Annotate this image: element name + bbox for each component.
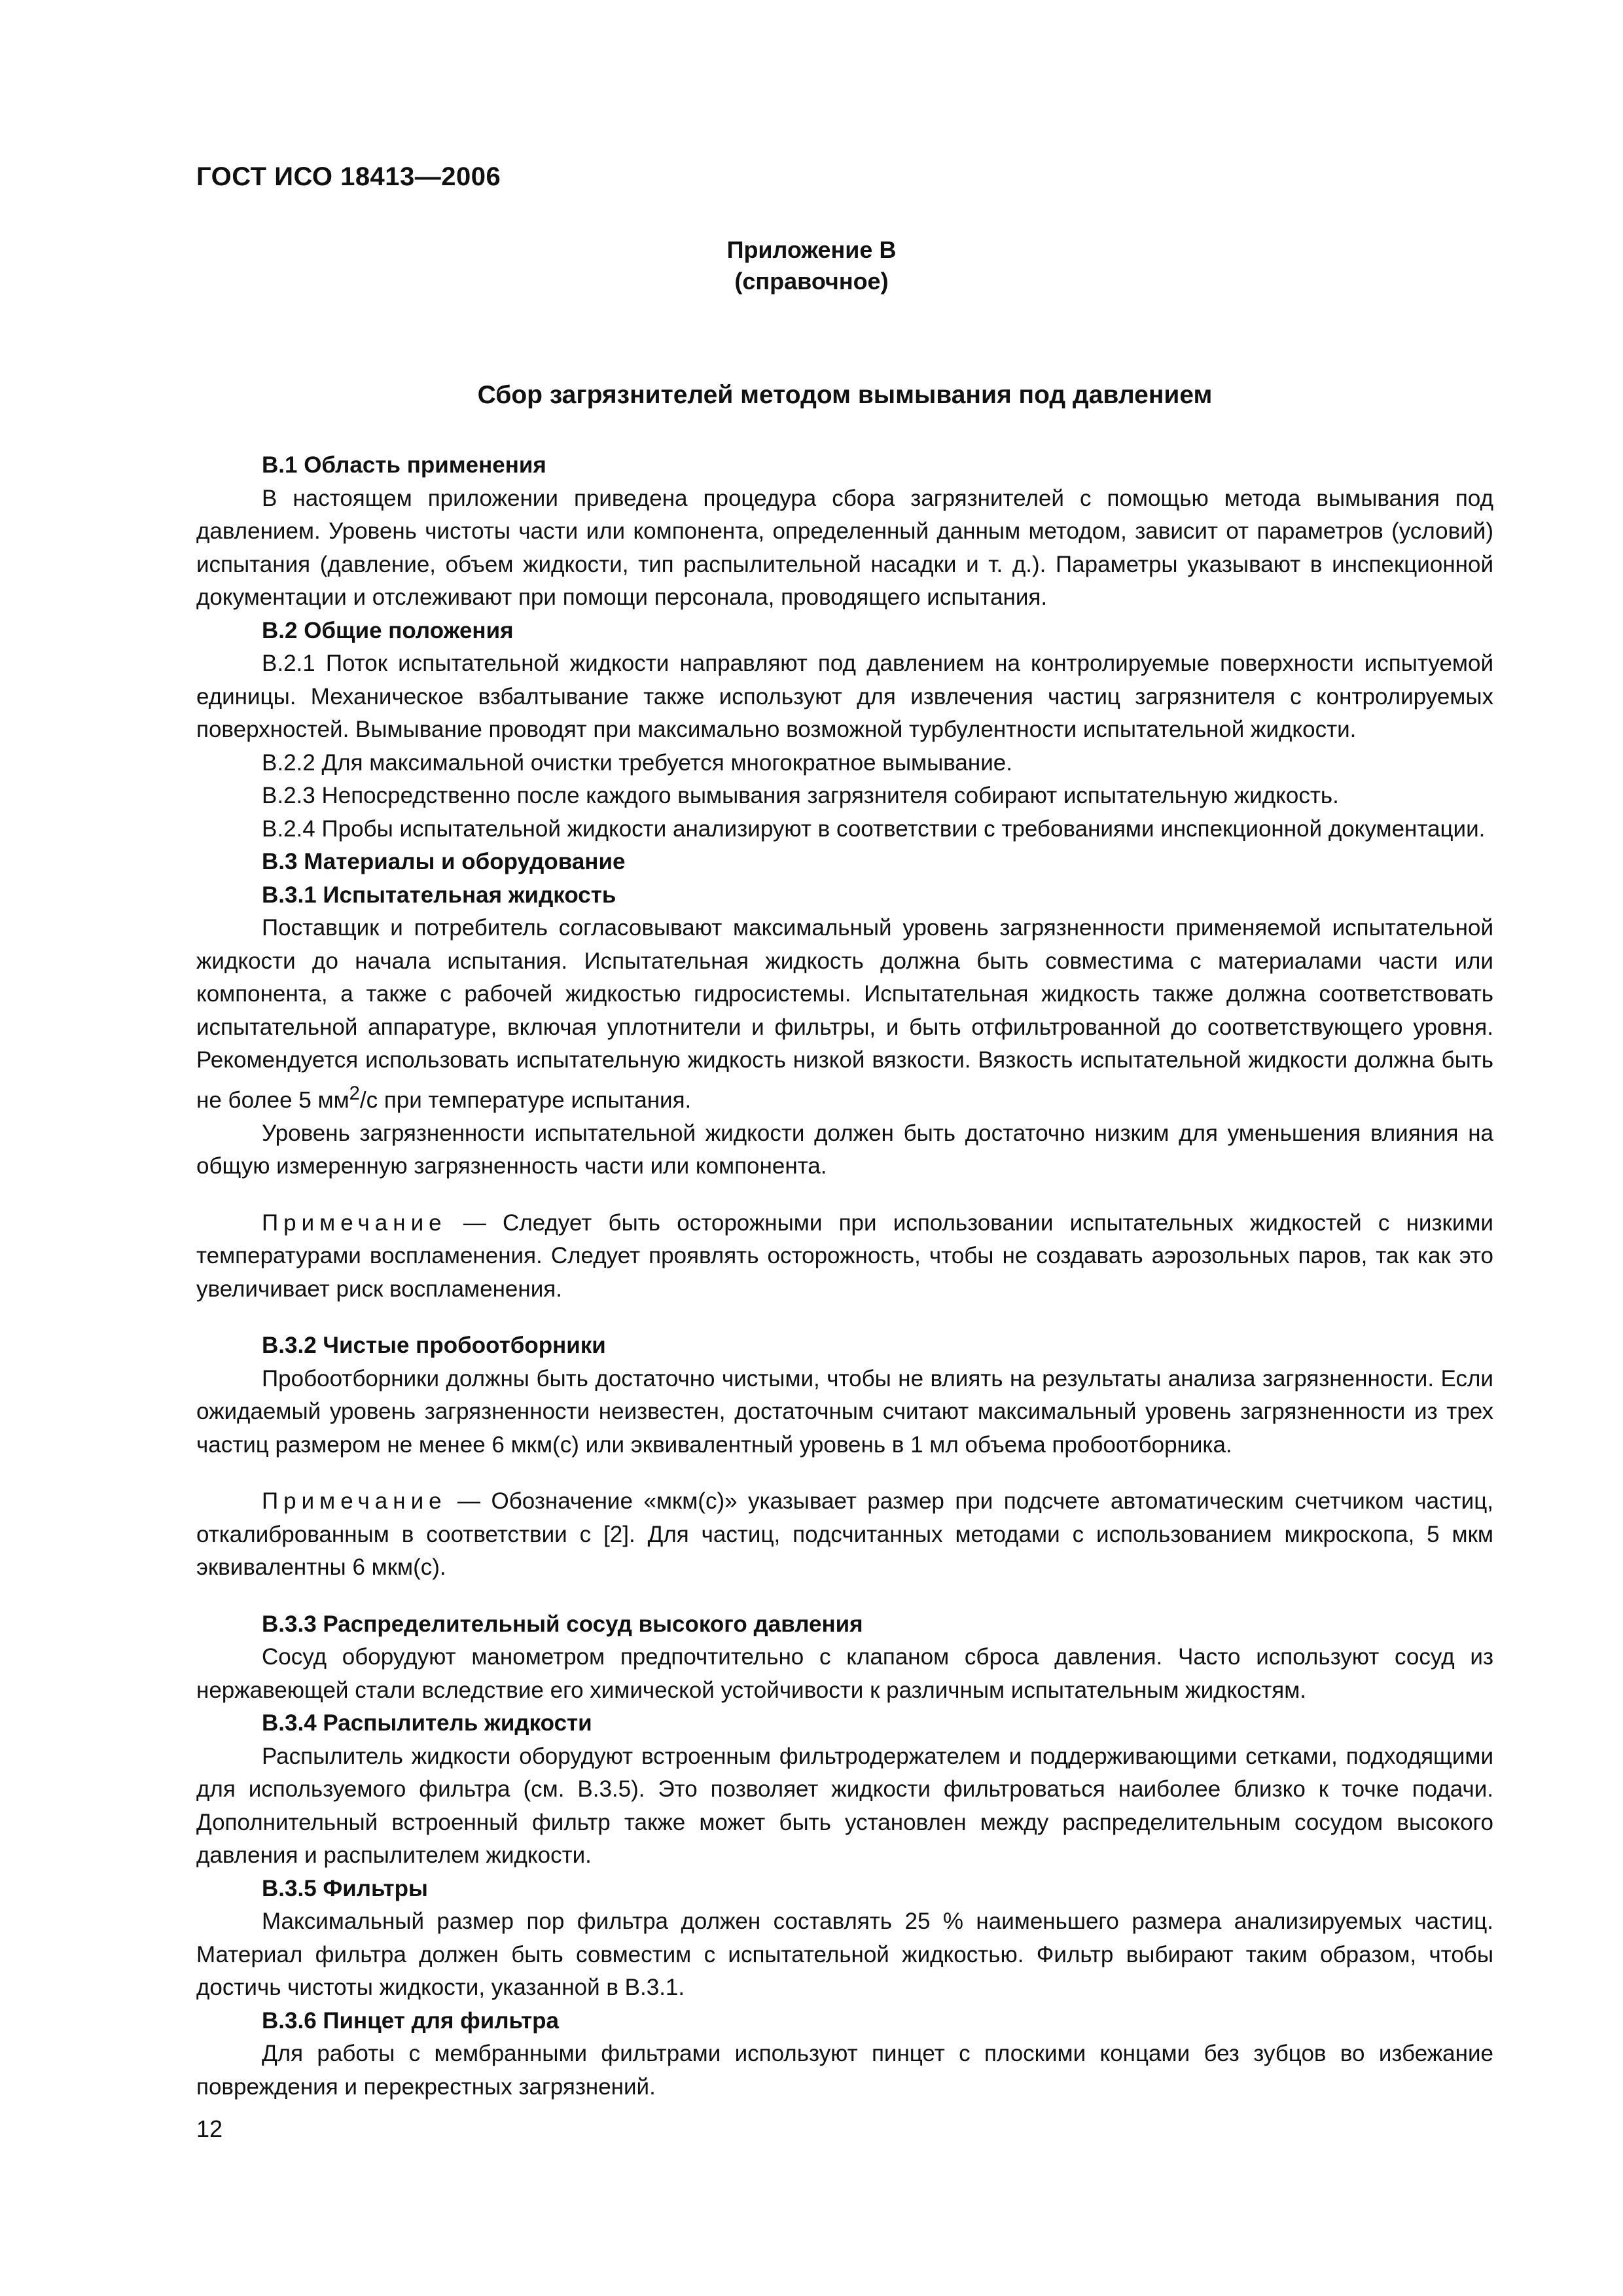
paragraph-b31-text-end: /с при температуре испытания. (359, 1087, 692, 1113)
superscript-2: 2 (349, 1083, 360, 1104)
appendix-title: Сбор загрязнителей методом вымывания под давлением (477, 381, 1213, 409)
paragraph-b2-4: В.2.4 Пробы испытательной жидкости анализируют в соответствии с требованиями инспекционной документации. (262, 816, 1486, 842)
section-heading-b3: В.3 Материалы и оборудование (262, 849, 626, 874)
paragraph-b2-3: В.2.3 Непосредственно после каждого вымывания загрязнителя собирают испытательную жидкость. (262, 783, 1339, 808)
paragraph-b34: Распылитель жидкости оборудуют встроенным фильтродержателем и поддерживающими сетками, подходящими для используемого фильтра (см. В.3.5). Это позволяет жидкости фильтроваться наиболее близко к точке подачи. Дополнительный встроенный фильтр также может быть установлен между распределительным сосудом высокого давления и распылителем жидкости. (196, 1743, 1493, 1869)
note-2 (196, 1485, 1493, 1585)
note-1 (196, 1207, 1493, 1306)
section-heading-b1: В.1 Область применения (262, 452, 546, 478)
paragraph-b33: Сосуд оборудуют манометром предпочтительно с клапаном сброса давления. Часто используют сосуд из нержавеющей стали вследствие его химической устойчивости к различным испытательным жидкостям. (196, 1644, 1493, 1703)
paragraph-b35: Максимальный размер пор фильтра должен составлять 25 % наименьшего размера анализируемых частиц. Материал фильтра должен быть совместим с испытательной жидкостью. Фильтр выбирают таким образом, чтобы достичь чистоты жидкости, указанной в В.3.1. (196, 1909, 1493, 2001)
note-1-text: — Следует быть осторожными при использовании испытательных жидкостей с низкими температурами воспламенения. Следует проявлять осторожность, чтобы не создавать аэрозольных паров, так как это увеличивает риск воспламенения. (196, 1210, 1493, 1302)
subsection-heading-b36: В.3.6 Пинцет для фильтра (262, 2007, 559, 2034)
subsection-heading-b35: В.3.5 Фильтры (262, 1875, 428, 1901)
standard-designation: ГОСТ ИСО 18413—2006 (196, 162, 501, 191)
paragraph-b31-2: Уровень загрязненности испытательной жидкости должен быть достаточно низким для уменьшения влияния на общую измеренную загрязненность части или компонента. (196, 1120, 1493, 1179)
paragraph-b2-1: В.2.1 Поток испытательной жидкости направляют под давлением на контролируемые поверхности испытуемой единицы. Механическое взбалтывание также используют для извлечения частиц загрязнителя с контролируемых поверхностей. Вымывание проводят при максимально возможной турбулентности испытательной жидкости. (196, 651, 1493, 742)
appendix-label: Приложение В (726, 236, 897, 263)
page-number: 12 (196, 2115, 223, 2142)
note-2-text: — Обозначение «мкм(с)» указывает размер при подсчете автоматическим счетчиком частиц, откалиброванным в соответствии с [2]. Для частиц, подсчитанных методами с использованием микроскопа, 5 мкм эквивалентны 6 мкм(с). (196, 1488, 1493, 1581)
paragraph-b1: В настоящем приложении приведена процедура сбора загрязнителей с помощью метода вымывания под давлением. Уровень чистоты части или компонента, определенный данным методом, зависит от параметров (условий) испытания (давление, объем жидкости, тип распылительной насадки и т. д.). Параметры указывают в инспекционной документации и отслеживают при помощи персонала, проводящего испытания. (196, 485, 1493, 610)
section-heading-b2: В.2 Общие положения (262, 617, 514, 643)
note-label: Примечание (262, 1210, 447, 1236)
subsection-heading-b33: В.3.3 Распределительный сосуд высокого давления (262, 1611, 863, 1637)
appendix-heading (550, 234, 1073, 297)
paragraph-b31-text: Поставщик и потребитель согласовывают максимальный уровень загрязненности применяемой испытательной жидкости до начала испытания. Испытательная жидкость должна быть совместима с материалами части или компонента, а также с рабочей жидкостью гидросистемы. Испытательная жидкость также должна соответствовать испытательной аппаратуре, включая уплотнители и фильтры, и быть отфильтрованной до соответствующего уровня. Рекомендуется использовать испытательную жидкость низкой вязкости. Вязкость испытательной жидкости должна быть не более 5 мм (196, 915, 1493, 1113)
document-body (196, 449, 1493, 2104)
subsection-heading-b34: В.3.4 Распылитель жидкости (262, 1710, 592, 1736)
paragraph-b2-2: В.2.2 Для максимальной очистки требуется многократное вымывание. (262, 749, 1012, 776)
paragraph-b36: Для работы с мембранными фильтрами используют пинцет с плоскими концами без зубцов во избежание повреждения и перекрестных загрязнений. (196, 2041, 1493, 2100)
subsection-heading-b31: В.3.1 Испытательная жидкость (262, 882, 616, 908)
paragraph-b31 (196, 912, 1493, 1117)
subsection-heading-b32: В.3.2 Чистые пробоотборники (262, 1333, 606, 1359)
paragraph-b32: Пробоотборники должны быть достаточно чистыми, чтобы не влиять на результаты анализа загрязненности. Если ожидаемый уровень загрязненности неизвестен, достаточным считают максимальный уровень загрязненности из трех частиц размером не менее 6 мкм(с) или эквивалентный уровень в 1 мл объема пробоотборника. (196, 1365, 1493, 1458)
appendix-type: (справочное) (734, 268, 889, 295)
note-label: Примечание (262, 1488, 447, 1515)
